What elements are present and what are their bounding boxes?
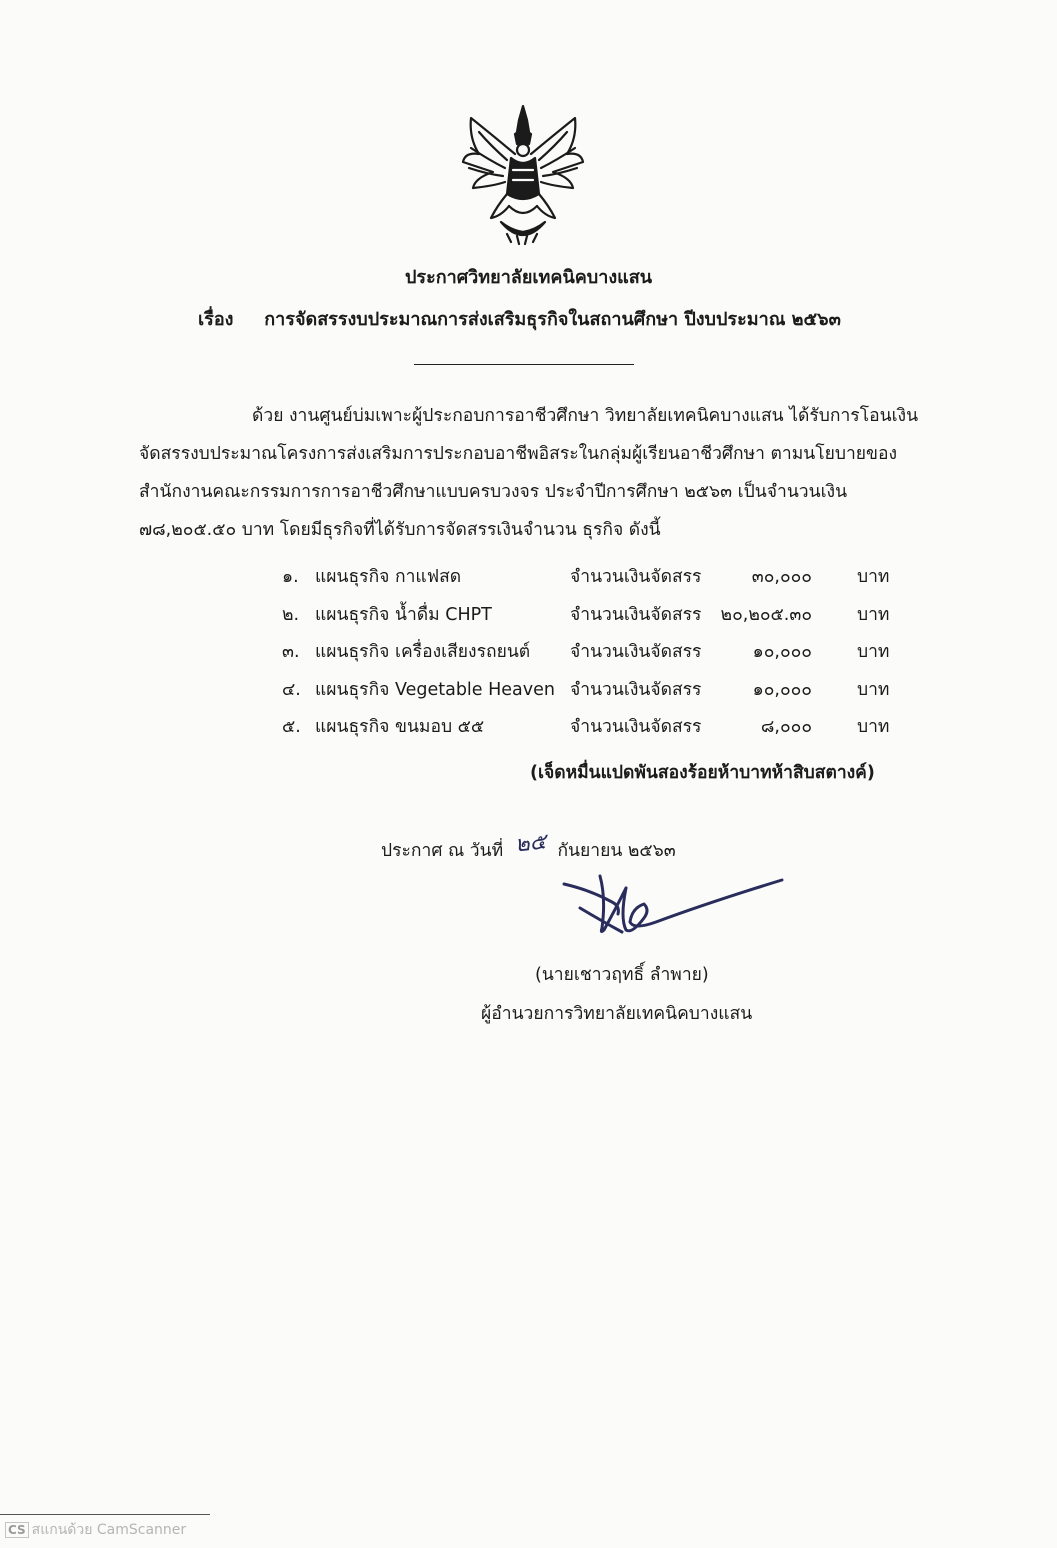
business-plan-name: แผนธุรกิจ น้ำดื่ม CHPT — [315, 604, 492, 625]
footer-divider — [0, 1514, 210, 1515]
amount-unit: บาท — [857, 717, 890, 737]
amount-label: จำนวนเงินจัดสรร — [570, 642, 702, 662]
business-plan-name: แผนธุรกิจ เครื่องเสียงรถยนต์ — [315, 642, 531, 662]
amount-value: ๒๐,๒๐๕.๓๐ — [720, 604, 812, 625]
row-number: ๒. — [282, 604, 300, 625]
subject-label: เรื่อง — [198, 309, 234, 330]
body-line-2: จัดสรรงบประมาณโครงการส่งเสริมการประกอบอาชีพอิสระในกลุ่มผู้เรียนอาชีวศึกษา ตามนโยบายของ — [139, 444, 898, 464]
amount-label: จำนวนเงินจัดสรร — [570, 717, 702, 737]
signatory-position: ผู้อำนวยการวิทยาลัยเทคนิคบางแสน — [481, 1004, 753, 1024]
amount-unit: บาท — [857, 679, 890, 700]
total-amount-in-words: (เจ็ดหมื่นแปดพันสองร้อยห้าบาทห้าสิบสตางค์) — [530, 763, 875, 783]
amount-unit: บาท — [857, 642, 890, 662]
amount-label: จำนวนเงินจัดสรร — [570, 604, 702, 625]
announcement-date — [381, 831, 676, 866]
document-subject — [198, 304, 841, 333]
document-title: ประกาศวิทยาลัยเทคนิคบางแสน — [404, 267, 653, 288]
row-number: ๔. — [282, 679, 301, 700]
announcement-prefix: ประกาศ ณ วันที่ — [381, 841, 504, 861]
amount-unit: บาท — [857, 604, 890, 625]
body-line-4: ๗๘,๒๐๕.๕๐ บาท โดยมีธุรกิจที่ได้รับการจัดสรรเงินจำนวน ธุรกิจ ดังนี้ — [139, 520, 661, 540]
body-line-1: ด้วย งานศูนย์บ่มเพาะผู้ประกอบการอาชีวศึกษา วิทยาลัยเทคนิคบางแสน ได้รับการโอนเงิน — [252, 406, 919, 426]
signatory-name: (นายเชาวฤทธิ์ ลำพาย) — [535, 965, 709, 985]
handwritten-signature — [560, 868, 800, 954]
row-number: ๑. — [282, 567, 299, 587]
amount-unit: บาท — [857, 567, 890, 587]
amount-value: ๑๐,๐๐๐ — [752, 679, 812, 700]
amount-label: จำนวนเงินจัดสรร — [570, 679, 702, 700]
row-number: ๓. — [282, 642, 300, 662]
title-divider — [414, 364, 634, 365]
amount-value: ๓๐,๐๐๐ — [751, 567, 812, 587]
business-plan-name: แผนธุรกิจ กาแฟสด — [315, 567, 462, 587]
garuda-emblem — [461, 98, 585, 248]
row-number: ๕. — [282, 717, 301, 737]
amount-label: จำนวนเงินจัดสรร — [570, 567, 702, 587]
camscanner-logo-icon: CS — [5, 1522, 29, 1538]
business-plan-name: แผนธุรกิจ Vegetable Heaven — [315, 679, 555, 700]
watermark-text: สแกนด้วย CamScanner — [31, 1522, 187, 1538]
business-plan-name: แผนธุรกิจ ขนมอบ ๕๕ — [315, 717, 485, 737]
subject-text: การจัดสรรงบประมาณการส่งเสริมธุรกิจในสถานศึกษา ปีงบประมาณ ๒๕๖๓ — [264, 309, 841, 330]
amount-value: ๑๐,๐๐๐ — [752, 642, 812, 662]
amount-value: ๘,๐๐๐ — [760, 717, 812, 737]
handwritten-day: ๒๕ — [513, 829, 548, 858]
body-line-3: สำนักงานคณะกรรมการการอาชีวศึกษาแบบครบวงจร ประจำปีการศึกษา ๒๕๖๓ เป็นจำนวนเงิน — [139, 482, 848, 502]
announcement-month-year: กันยายน ๒๕๖๓ — [557, 841, 676, 861]
camscanner-watermark — [5, 1519, 186, 1541]
